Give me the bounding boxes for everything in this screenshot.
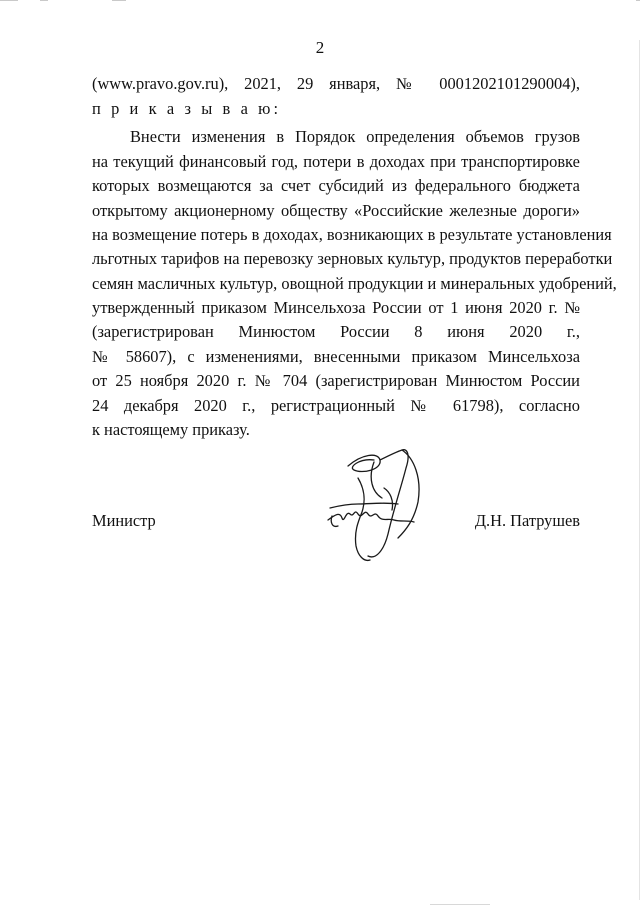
word: в <box>276 127 285 146</box>
word: Минсельхоза <box>487 347 580 366</box>
word: счет <box>280 176 311 195</box>
text-line: на возмещение потерь в доходах, возникающих в результате установления <box>92 225 612 244</box>
word: г. <box>237 371 247 390</box>
word: 29 <box>296 74 314 93</box>
word: 2020 <box>509 322 543 341</box>
word: Порядок <box>295 127 356 146</box>
word: субсидий <box>318 176 384 195</box>
scan-artifact <box>112 0 126 1</box>
word: изменениями, <box>205 347 303 366</box>
word: доходах <box>369 152 425 171</box>
word: 58607), <box>125 347 177 366</box>
word: согласно <box>518 396 580 415</box>
word: федерального <box>414 176 511 195</box>
word: утвержденный <box>92 298 195 317</box>
word: 2020 <box>196 371 230 390</box>
word: Минсельхоза <box>273 298 366 317</box>
word: июня <box>465 298 503 317</box>
word: приказом <box>411 347 477 366</box>
word: января, <box>329 74 381 93</box>
word: внесенными <box>313 347 401 366</box>
word: 2021, <box>244 74 282 93</box>
scan-artifact <box>636 0 640 1</box>
word: определения <box>366 127 455 146</box>
word: от <box>92 371 108 390</box>
scan-artifact <box>0 0 18 1</box>
word: 1 <box>450 298 459 317</box>
word: 704 <box>282 371 308 390</box>
word: России <box>530 371 580 390</box>
handwritten-signature <box>318 448 433 566</box>
scan-artifact <box>40 0 48 1</box>
word: (зарегистрирован <box>315 371 438 390</box>
text-line <box>92 152 580 172</box>
word: дороги» <box>523 201 580 220</box>
word: которых <box>92 176 150 195</box>
word: (www.pravo.gov.ru), <box>92 74 229 93</box>
text-line: п р и к а з ы в а ю: <box>92 99 282 118</box>
word: № <box>564 298 580 317</box>
position-title: Министр <box>92 511 156 530</box>
word: 25 <box>115 371 132 390</box>
signer-name: Д.Н. Патрушев <box>474 511 580 530</box>
word: 2020 <box>194 396 227 415</box>
word: ноября <box>139 371 189 390</box>
word: возмещаются <box>157 176 252 195</box>
text-line <box>92 371 580 391</box>
word: Минюстом <box>445 371 523 390</box>
word: № <box>254 371 275 390</box>
word: № <box>92 347 115 366</box>
word: Минюстом <box>238 322 316 341</box>
word: регистрационный <box>270 396 395 415</box>
word: 24 <box>92 396 109 415</box>
page-number: 2 <box>315 38 325 57</box>
word: акционерному <box>174 201 275 220</box>
text-line: льготных тарифов на перевозку зерновых культур, продуктов переработки <box>92 249 613 268</box>
word: от <box>428 298 444 317</box>
text-line <box>92 347 580 367</box>
word: в <box>356 152 365 171</box>
word: на <box>92 152 109 171</box>
text-line <box>130 127 580 147</box>
word: из <box>391 176 407 195</box>
word: год, <box>271 152 299 171</box>
word: № <box>410 396 438 415</box>
text-line <box>92 396 580 416</box>
word: 8 <box>414 322 423 341</box>
word: 0001202101290004), <box>439 74 580 93</box>
word: 2020 <box>509 298 542 317</box>
word: обществу <box>280 201 348 220</box>
text-line: к настоящему приказу. <box>92 420 250 439</box>
word: декабря <box>123 396 179 415</box>
word: открытому <box>92 201 168 220</box>
text-line: семян масличных культур, овощной продукции и минеральных удобрений, <box>92 274 617 293</box>
word: изменения <box>191 127 266 146</box>
word: с <box>187 347 195 366</box>
word: текущий <box>113 152 174 171</box>
word: потери <box>303 152 352 171</box>
text-line <box>92 176 580 196</box>
text-line <box>92 201 580 221</box>
word: г., <box>242 396 256 415</box>
word: № <box>395 74 424 93</box>
word: (зарегистрирован <box>92 322 214 341</box>
word: г., <box>566 322 580 341</box>
word: объемов <box>465 127 524 146</box>
word: 61798), <box>452 396 504 415</box>
word: финансовый <box>179 152 267 171</box>
text-line <box>92 322 580 342</box>
word: бюджета <box>518 176 580 195</box>
text-line <box>92 74 580 94</box>
word: России <box>372 298 422 317</box>
word: грузов <box>534 127 580 146</box>
word: при <box>430 152 456 171</box>
word: «Российские <box>354 201 443 220</box>
word: приказом <box>201 298 267 317</box>
word: за <box>259 176 274 195</box>
word: железные <box>449 201 517 220</box>
word: г. <box>548 298 558 317</box>
word: России <box>340 322 390 341</box>
word: июня <box>447 322 485 341</box>
word: Внести <box>130 127 181 146</box>
text-line <box>92 298 580 318</box>
word: транспортировке <box>461 152 580 171</box>
